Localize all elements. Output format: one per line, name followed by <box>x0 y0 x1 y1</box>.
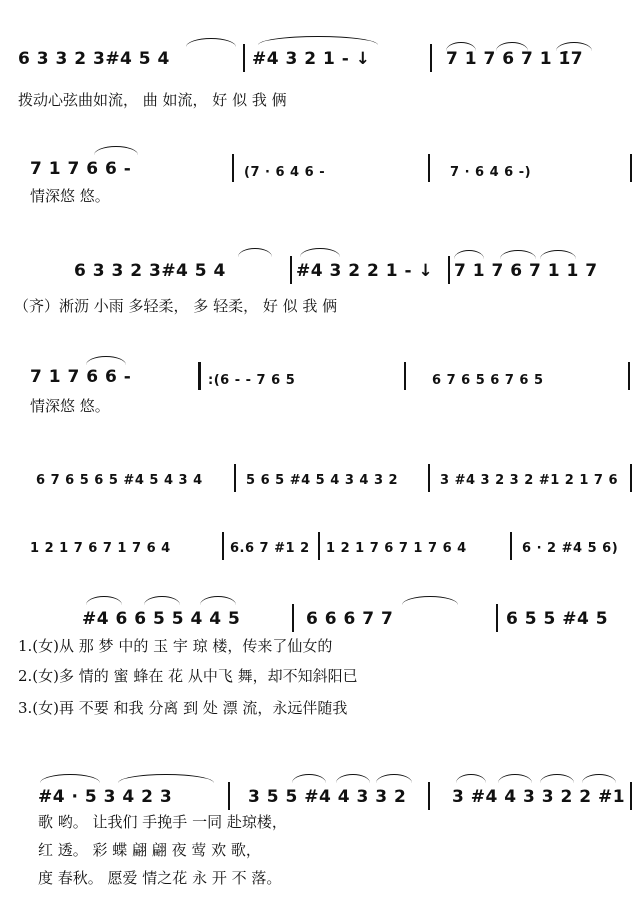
slur <box>454 250 484 259</box>
slur <box>292 774 326 783</box>
slur <box>456 774 486 783</box>
bar-line <box>428 464 430 492</box>
measure-notes: 6 5 5 #4 5 <box>506 609 609 629</box>
bar-line <box>630 464 632 492</box>
bar-line <box>232 154 234 182</box>
slur <box>94 146 138 155</box>
repeat-bar-line <box>198 362 201 390</box>
measure-notes: 7 · 6 4 6 -) <box>450 165 532 180</box>
measure-notes: 5 6 5 #4 5 4 3 4 3 2 <box>246 473 399 488</box>
bar-line <box>630 782 632 810</box>
bar-line <box>228 782 230 810</box>
slur <box>402 596 458 605</box>
slur <box>300 248 340 257</box>
bar-line <box>243 44 245 72</box>
bar-line <box>290 256 292 284</box>
bar-line <box>630 154 632 182</box>
bar-line <box>628 362 630 390</box>
slur <box>376 774 412 783</box>
measure-notes: 6 6 6 7 7 <box>306 609 394 629</box>
measure-notes: 7 1 7 6 6 - <box>30 367 132 387</box>
measure-notes: 3 #4 4 3 3 2 2 #1 <box>452 787 626 807</box>
slur <box>86 356 126 365</box>
lyric-verse-2: 2.(女)多 情的 蜜 蜂在 花 从中飞 舞，却不知斜阳已 <box>18 667 358 685</box>
slur <box>500 250 536 259</box>
measure-notes: 6 3 3 2 3#4 5 4 <box>74 261 226 281</box>
measure-notes: 3 5 5 #4 4 3 3 2 <box>248 787 407 807</box>
bar-line <box>428 154 430 182</box>
slur <box>556 42 592 51</box>
measure-notes: #4 6 6 5 5 4 4 5 <box>82 609 241 629</box>
measure-notes: 3 #4 3 2 3 2 #1 2 1 7 6 <box>440 473 619 488</box>
bar-line <box>496 604 498 632</box>
measure-notes: 6 3 3 2 3#4 5 4 <box>18 49 170 69</box>
bar-line <box>318 532 320 560</box>
slur <box>336 774 370 783</box>
measure-notes: (7 · 6 4 6 - <box>244 165 326 180</box>
lyric-line: （齐）淅沥 小雨 多轻柔， 多 轻柔， 好 似 我 俩 <box>14 297 338 315</box>
bar-line <box>430 44 432 72</box>
bar-line <box>510 532 512 560</box>
bar-line <box>428 782 430 810</box>
measure-notes: :(6 - - 7 6 5 <box>208 373 296 388</box>
slur <box>498 774 532 783</box>
lyric-line: 情深悠 悠。 <box>30 397 110 415</box>
lyric-line: 拨动心弦曲如流， 曲 如流， 好 似 我 俩 <box>18 91 287 109</box>
slur <box>144 596 180 605</box>
measure-notes: 6 7 6 5 6 7 6 5 <box>432 373 544 388</box>
slur <box>540 250 576 259</box>
slur <box>496 42 528 51</box>
bar-line <box>404 362 406 390</box>
bar-line <box>222 532 224 560</box>
slur <box>540 774 574 783</box>
measure-notes: 6 7 6 5 6 5 #4 5 4 3 4 <box>36 473 203 488</box>
lyric-verse-3: 度 春秋。 愿爱 情之花 永 开 不 落。 <box>38 869 282 887</box>
slur <box>582 774 616 783</box>
measure-notes: 1 2 1 7 6 7 1 7 6 4 <box>326 541 467 556</box>
bar-line <box>234 464 236 492</box>
slur <box>446 42 476 51</box>
lyric-verse-1: 歌 哟。 让我们 手挽手 一同 赴琼楼， <box>38 813 287 831</box>
slur <box>118 774 214 783</box>
measure-notes: 6 · 2 #4 5 6) <box>522 541 619 556</box>
lyric-line: 情深悠 悠。 <box>30 187 110 205</box>
measure-notes: #4 3 2 2 1 - ↓ <box>296 261 434 281</box>
slur <box>40 774 100 783</box>
measure-notes: 7 1 7 6 6 - <box>30 159 132 179</box>
bar-line <box>292 604 294 632</box>
measure-notes: 6.6 7 #1 2 <box>230 541 310 556</box>
measure-notes: 7 1 7 6 7 1 1 7 <box>454 261 598 281</box>
slur <box>238 248 272 257</box>
slur <box>86 596 122 605</box>
lyric-verse-3: 3.(女)再 不要 和我 分离 到 处 漂 流，永远伴随我 <box>18 699 348 717</box>
slur <box>200 596 236 605</box>
measure-notes: 1 2 1 7 6 7 1 7 6 4 <box>30 541 171 556</box>
lyric-verse-2: 红 透。 彩 蝶 翩 翩 夜 莺 欢 歌， <box>38 841 261 859</box>
measure-notes: #4 · 5 3 4 2 3 <box>38 787 173 807</box>
lyric-verse-1: 1.(女)从 那 梦 中的 玉 宇 琼 楼，传来了仙女的 <box>18 637 333 655</box>
bar-line <box>448 256 450 284</box>
measure-notes: 7 1 7 6 7 1 1̇7 <box>446 49 584 69</box>
slur <box>186 38 236 47</box>
slur <box>258 36 378 45</box>
measure-notes: #4 3 2 1 - ↓ <box>252 49 371 69</box>
